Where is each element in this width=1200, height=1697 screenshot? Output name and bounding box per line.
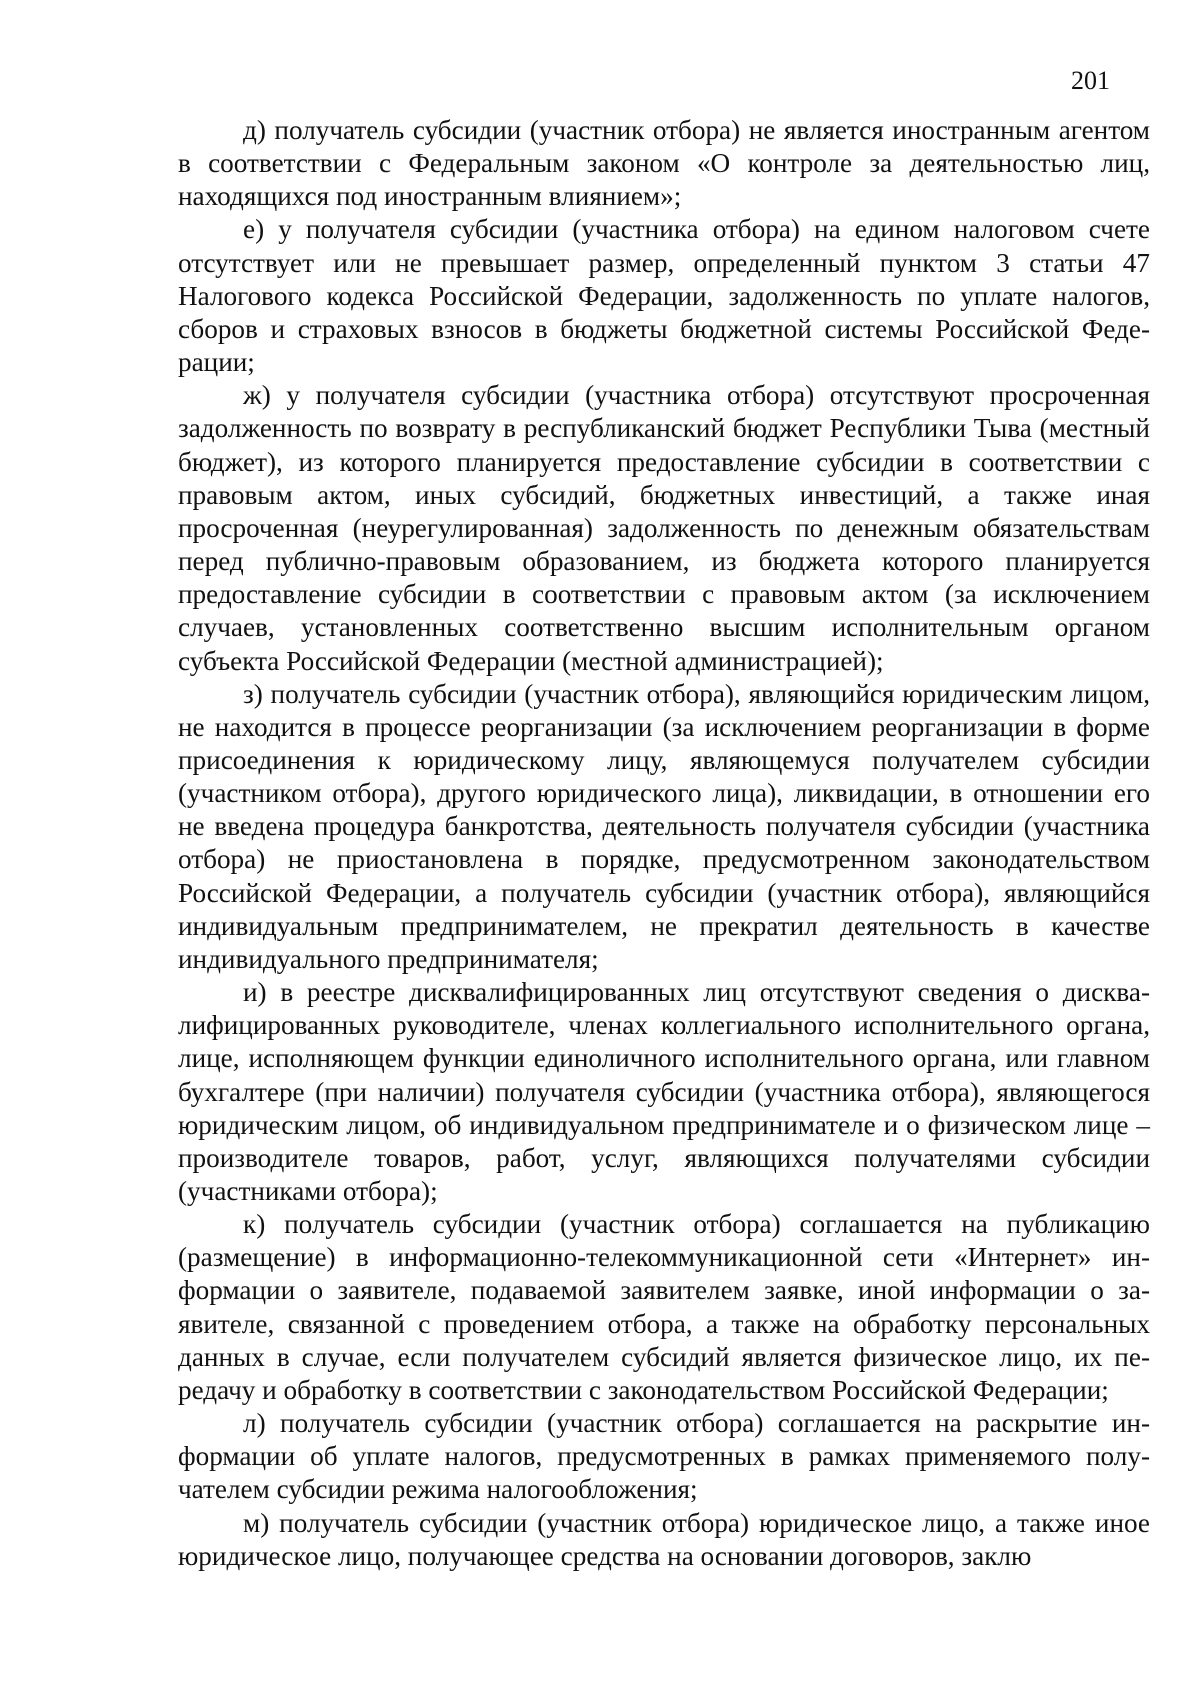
paragraph-z: з) получатель субсидии (участник отбора), являющийся юридическим лицом, не находится в процессе реорганизации (за исключением реорганизации в форме присоединения к юридическому лицу, являющемуся получателем субсидии (участником отбора), другого юридического лица), ликвидации, в отношении его не введена процедура банкротства, деятельность получателя субсидии (участника отбора) не приостановлена в порядке, предусмотренном законодательством Российской Федерации, а получатель субсидии (участник отбора), являющийся индивидуальным предпринимателем, не прекратил деятельность в качестве индивидуального предпринимателя; — [178, 678, 1150, 974]
paragraph-d: д) получатель субсидии (участник отбора) не является иностранным агентом в соответствии с Федеральным законом «О контроле за деятельностью лиц, находящихся под иностранным влиянием»; — [178, 115, 1150, 212]
document-body — [178, 114, 1150, 1573]
paragraph-m: м) получатель субсидии (участник отбора) юридическое лицо, а также иное юридическое лицо, получающее средства на основании договоров, заклю — [178, 1507, 1150, 1571]
paragraph-k: к) получатель субсидии (участник отбора) соглашается на публикацию (размещение) в информационно-телекоммуникационной сети «Интернет» информации о заявителе, подаваемой заявителем заявке, иной информации о заявителе, связанной с проведением отбора, а также на обработку персональных данных в случае, если получателем субсидий является физическое лицо, их передачу и обработку в соответствии с законодательством Российской Федерации; — [178, 1209, 1150, 1405]
paragraph-e: е) у получателя субсидии (участника отбора) на едином налоговом счете отсутствует или не превышает размер, определенный пунктом 3 статьи 47 Налогового кодекса Российской Федерации, задолженность по уплате налогов, сборов и страховых взносов в бюджеты бюджетной системы Российской Федерации; — [178, 214, 1150, 378]
paragraph-zh: ж) у получателя субсидии (участника отбора) отсутствуют просроченная задолженность по возврату в республиканский бюджет Республики Тыва (местный бюджет), из которого планируется предоставление субсидии в соответствии с правовым актом, иных субсидий, бюджетных инвестиций, а также иная просроченная (неурегулированная) задолженность по денежным обязательствам перед публично-правовым образованием, из бюджета которого планируется предоставление субсидии в соответствии с правовым актом (за исключением случаев, установленных соответственно высшим исполнительным органом субъекта Российской Федерации (местной администрацией); — [178, 380, 1150, 676]
page-number: 201 — [1071, 66, 1110, 95]
paragraph-l: л) получатель субсидии (участник отбора) соглашается на раскрытие информации об уплате налогов, предусмотренных в рамках применяемого получателем субсидии режима налогообложения; — [178, 1408, 1150, 1505]
paragraph-i: и) в реестре дисквалифицированных лиц отсутствуют сведения о дисквалифицированных руководителе, членах коллегиального исполнительного органа, лице, исполняющем функции единоличного исполнительного органа, или главном бухгалтере (при наличии) получателя субсидии (участника отбора), являющегося юридическим лицом, об индивидуальном предпринимателе и о физическом лице – производителе товаров, работ, услуг, являющихся получателями субсидии (участниками отбора); — [178, 977, 1150, 1206]
